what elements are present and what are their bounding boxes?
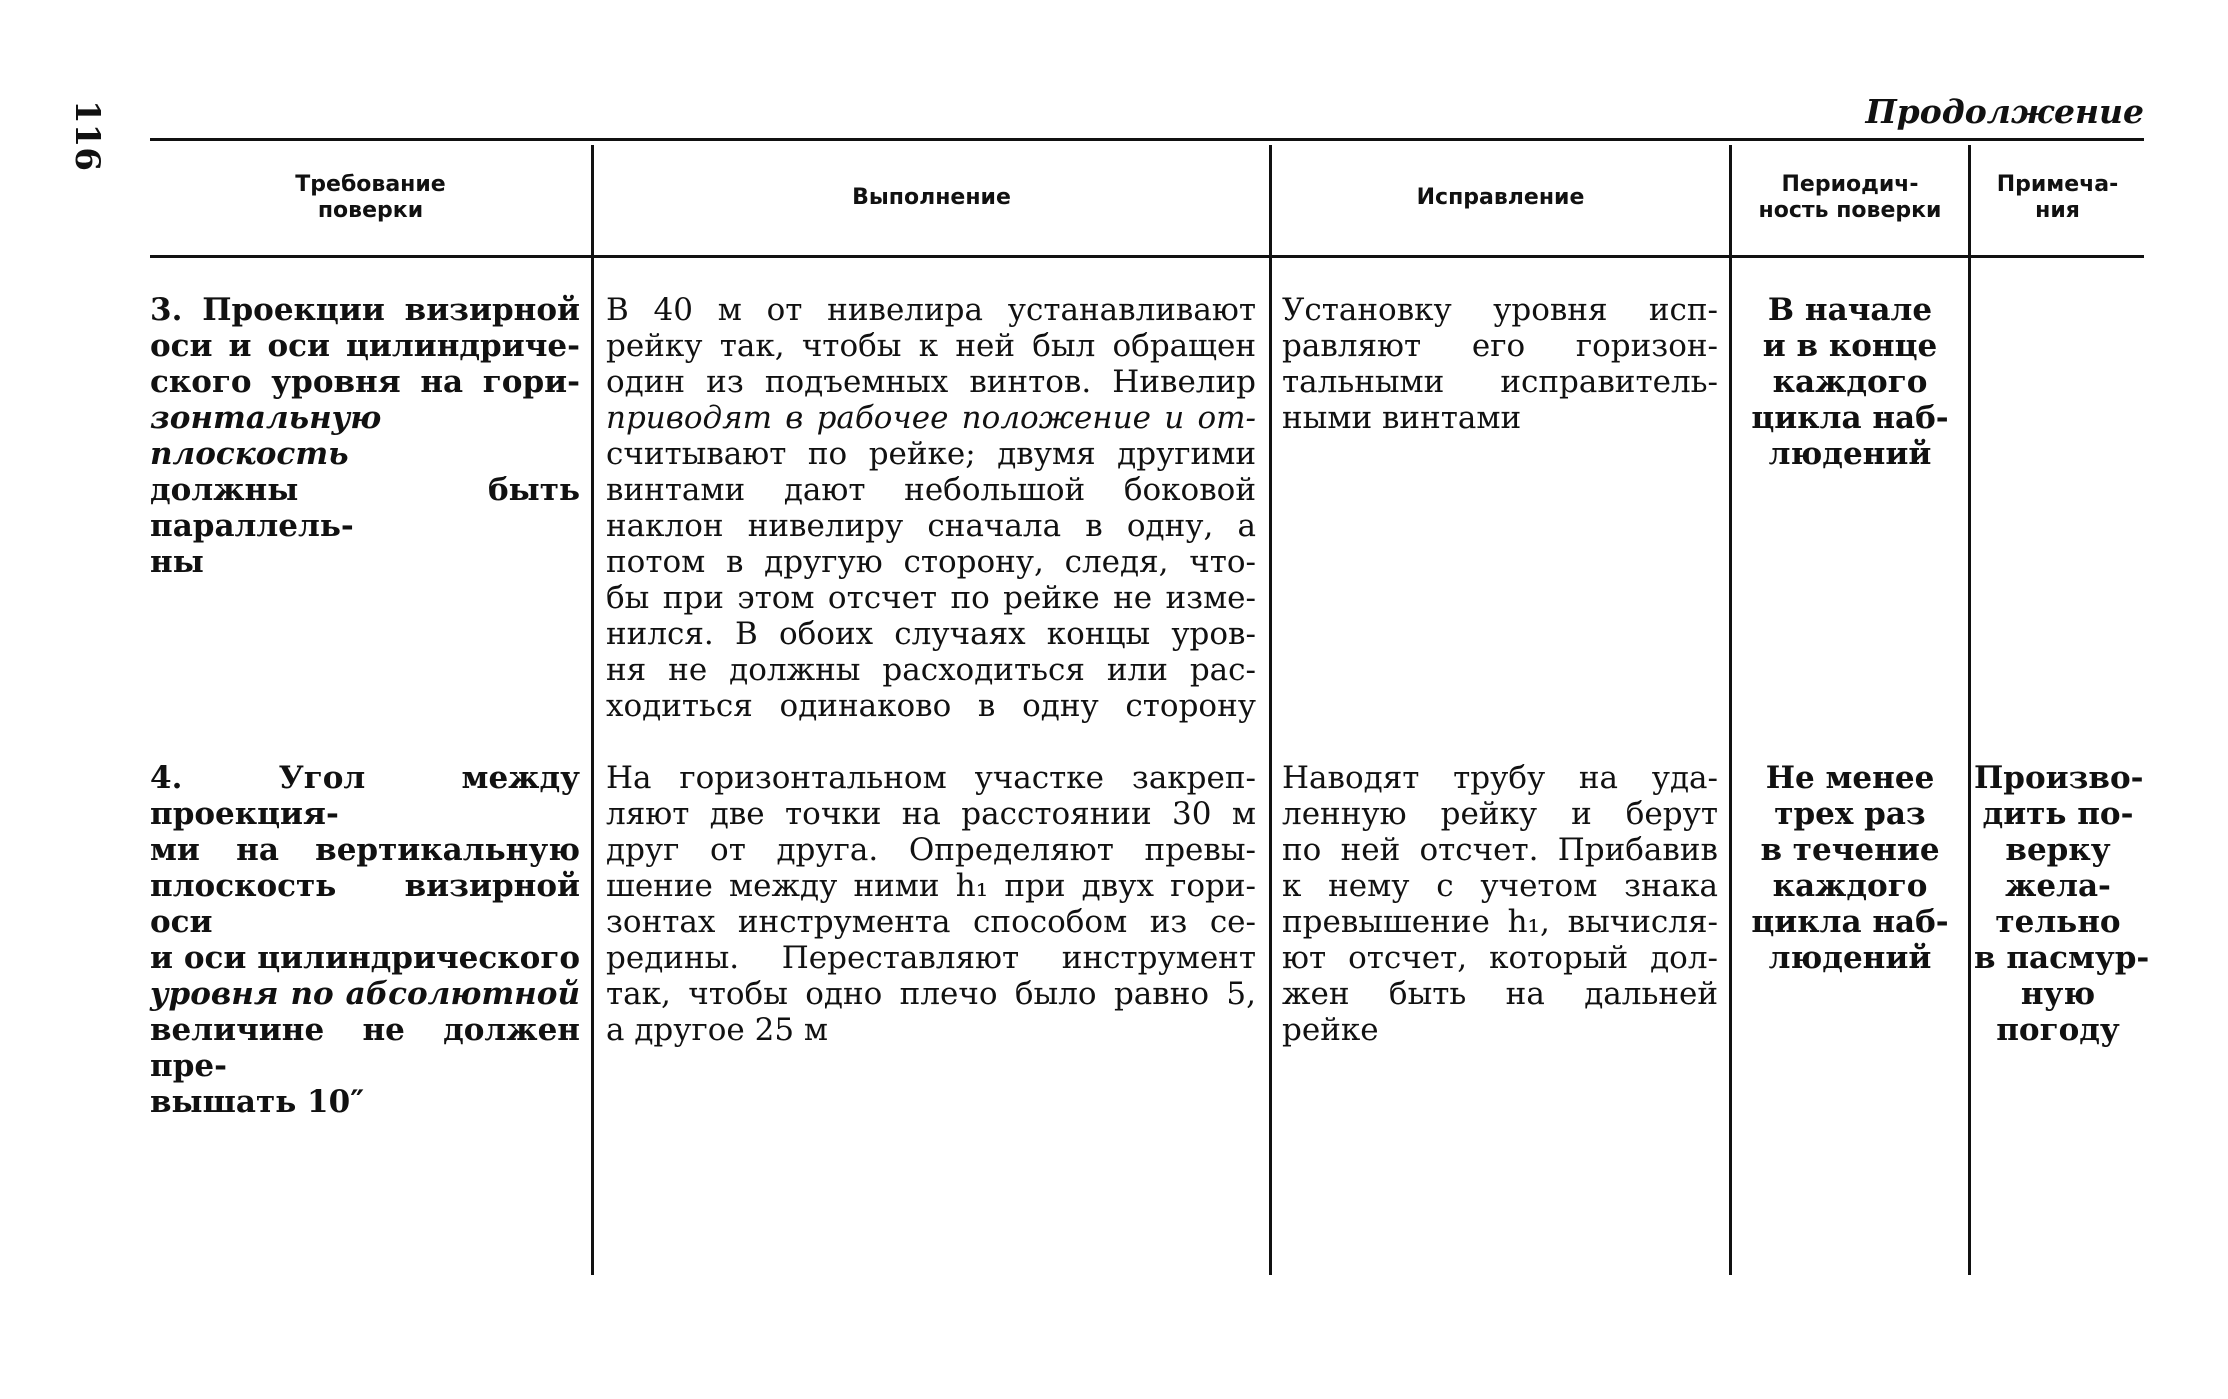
table-header-rule [150,255,2144,258]
column-divider-1 [591,145,594,1275]
header-notes: Примеча- ния [1996,172,2119,223]
continuation-label: Продолжение [1865,92,2144,131]
table-top-rule [150,138,2144,141]
column-divider-3 [1729,145,1732,1275]
header-execution: Выполнение [852,185,1011,210]
column-divider-4 [1968,145,1971,1275]
column-divider-2 [1269,145,1272,1275]
row3-execution-cell: В 40 м от нивелира устанавливают рейку так, чтобы к ней был обращен один из подъемных винтов. Нивелир приводят в рабочее положение и от- считывают по рейке; двумя другими винтами дают небольшой боковой наклон нивелиру сначала в одну, а потом в другую сторону, следя, что- бы при этом отсчет по рейке не изме- нился. В обоих случаях концы уров- ня не должны расходиться или рас- ходиться одинаково в одну сторону [606,292,1256,724]
page-number: 116 [67,100,107,171]
row3-requirement-cell: 3. Проекции визирной оси и оси цилиндриче- ского уровня на гори- зонтальную плоскость должны быть параллель- ны [150,292,580,580]
row3-periodicity-cell: В начале и в конце каждого цикла наб- людений [1751,292,1949,472]
row4-requirement-cell: 4. Угол между проекция- ми на вертикальную плоскость визирной оси и оси цилиндрического уровня по абсолютной величине не должен пре- вышать 10″ [150,760,580,1120]
row4-execution-cell: На горизонтальном участке закреп- ляют две точки на расстоянии 30 м друг от друга. Определяют превы- шение между ними h₁ при двух гори- зонтах инструмента способом из се- редины. Переставляют инструмент так, чтобы одно плечо было равно 5, а другое 25 м [606,760,1256,1048]
row4-periodicity-cell: Не менее трех раз в течение каждого цикла наб- людений [1751,760,1949,976]
row4-notes-cell: Произво- дить по- верку жела- тельно в пасмур- ную погоду [1974,760,2150,1048]
row3-correction-cell: Установку уровня исп- равляют его горизон- тальными исправитель- ными винтами [1282,292,1718,436]
header-requirement: Требование поверки [295,172,446,223]
header-periodicity: Периодич- ность поверки [1758,172,1942,223]
row4-correction-cell: Наводят трубу на уда- ленную рейку и берут по ней отсчет. Прибавив к нему с учетом знака превышение h₁, вычисля- ют отсчет, который дол- жен быть на дальней рейке [1282,760,1718,1048]
header-correction: Исправление [1416,185,1585,210]
